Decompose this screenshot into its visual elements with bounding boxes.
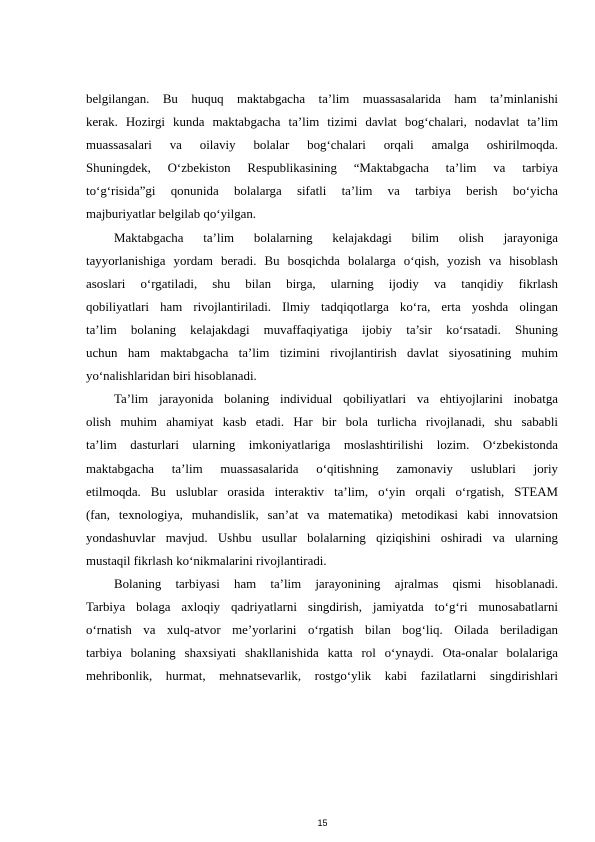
text-line: Ta’lim jarayonida bolaning individual qobiliyatlari va ehtiyojlarini inobatga xyxy=(114,392,558,407)
text-line: belgilangan. Bu huquq maktabgacha ta’lim muassasalarida ham ta’minlanishi xyxy=(86,92,558,106)
text-line: Tarbiya bolaga axloqiy qadriyatlarni singdirish, jamiyatda to‘g‘ri munosabatlarni xyxy=(86,600,558,615)
text-line: tayyorlanishiga yordam beradi. Bu bosqichda bolalarga o‘qish, yozish va hisoblash xyxy=(86,253,558,268)
text-line: olish muhim ahamiyat kasb etadi. Har bir bola turlicha rivojlanadi, shu sababli xyxy=(86,415,558,430)
text-line: Maktabgacha ta’lim bolalarning kelajakdagi bilim olish jarayoniga xyxy=(114,230,558,245)
text-line: Shuningdek, O‘zbekiston Respublikasining “Maktabgacha ta’lim va tarbiya xyxy=(86,161,558,176)
paragraph xyxy=(86,388,558,573)
text-line: mustaqil fikrlash ko‘nikmalarini rivojlantiradi. xyxy=(86,553,327,568)
page-number: 15 xyxy=(317,818,328,828)
text-line: mehribonlik, hurmat, mehnatsevarlik, rostgo‘ylik kabi fazilatlarni singdirishlari xyxy=(86,669,558,684)
paragraph xyxy=(86,573,558,688)
paragraph xyxy=(86,88,558,227)
text-line: (fan, texnologiya, muhandislik, san’at va matematika) metodikasi kabi innovatsion xyxy=(86,507,558,522)
document-body xyxy=(86,88,558,688)
text-line: to‘g‘risida”gi qonunida bolalarga sifatli ta’lim va tarbiya berish bo‘yicha xyxy=(86,184,558,199)
text-line: ta’lim dasturlari ularning imkoniyatlariga moslashtirilishi lozim. O‘zbekistonda xyxy=(86,438,558,453)
text-line: uchun ham maktabgacha ta’lim tizimini rivojlantirish davlat siyosatining muhim xyxy=(86,346,558,361)
text-line: etilmoqda. Bu uslublar orasida interaktiv ta’lim, o‘yin orqali o‘rgatish, STEAM xyxy=(86,484,558,499)
text-line: tarbiya bolaning shaxsiyati shakllanishida katta rol o‘ynaydi. Ota-onalar bolalariga xyxy=(86,646,558,661)
text-line: muassasalari va oilaviy bolalar bog‘chalari orqali amalga oshirilmoqda. xyxy=(86,138,558,153)
text-line: qobiliyatlari ham rivojlantiriladi. Ilmiy tadqiqotlarga ko‘ra, erta yoshda olingan xyxy=(86,299,558,314)
text-line: asoslari o‘rgatiladi, shu bilan birga, ularning ijodiy va tanqidiy fikrlash xyxy=(86,276,558,291)
text-line: yo‘nalishlaridan biri hisoblanadi. xyxy=(86,369,257,384)
text-line: maktabgacha ta’lim muassasalarida o‘qitishning zamonaviy uslublari joriy xyxy=(86,461,558,476)
text-line: ta’lim bolaning kelajakdagi muvaffaqiyatiga ijobiy ta’sir ko‘rsatadi. Shuning xyxy=(86,322,558,337)
text-line: Bolaning tarbiyasi ham ta’lim jarayonining ajralmas qismi hisoblanadi. xyxy=(114,576,558,591)
text-line: majburiyatlar belgilab qo‘yilgan. xyxy=(86,207,257,222)
text-line: o‘rnatish va xulq-atvor me’yorlarini o‘rgatish bilan bog‘liq. Oilada beriladigan xyxy=(86,623,558,638)
text-line: kerak. Hozirgi kunda maktabgacha ta’lim tizimi davlat bog‘chalari, nodavlat ta’lim xyxy=(86,115,558,130)
paragraph xyxy=(86,227,558,389)
text-line: yondashuvlar mavjud. Ushbu usullar bolalarning qiziqishini oshiradi va ularning xyxy=(86,530,558,545)
